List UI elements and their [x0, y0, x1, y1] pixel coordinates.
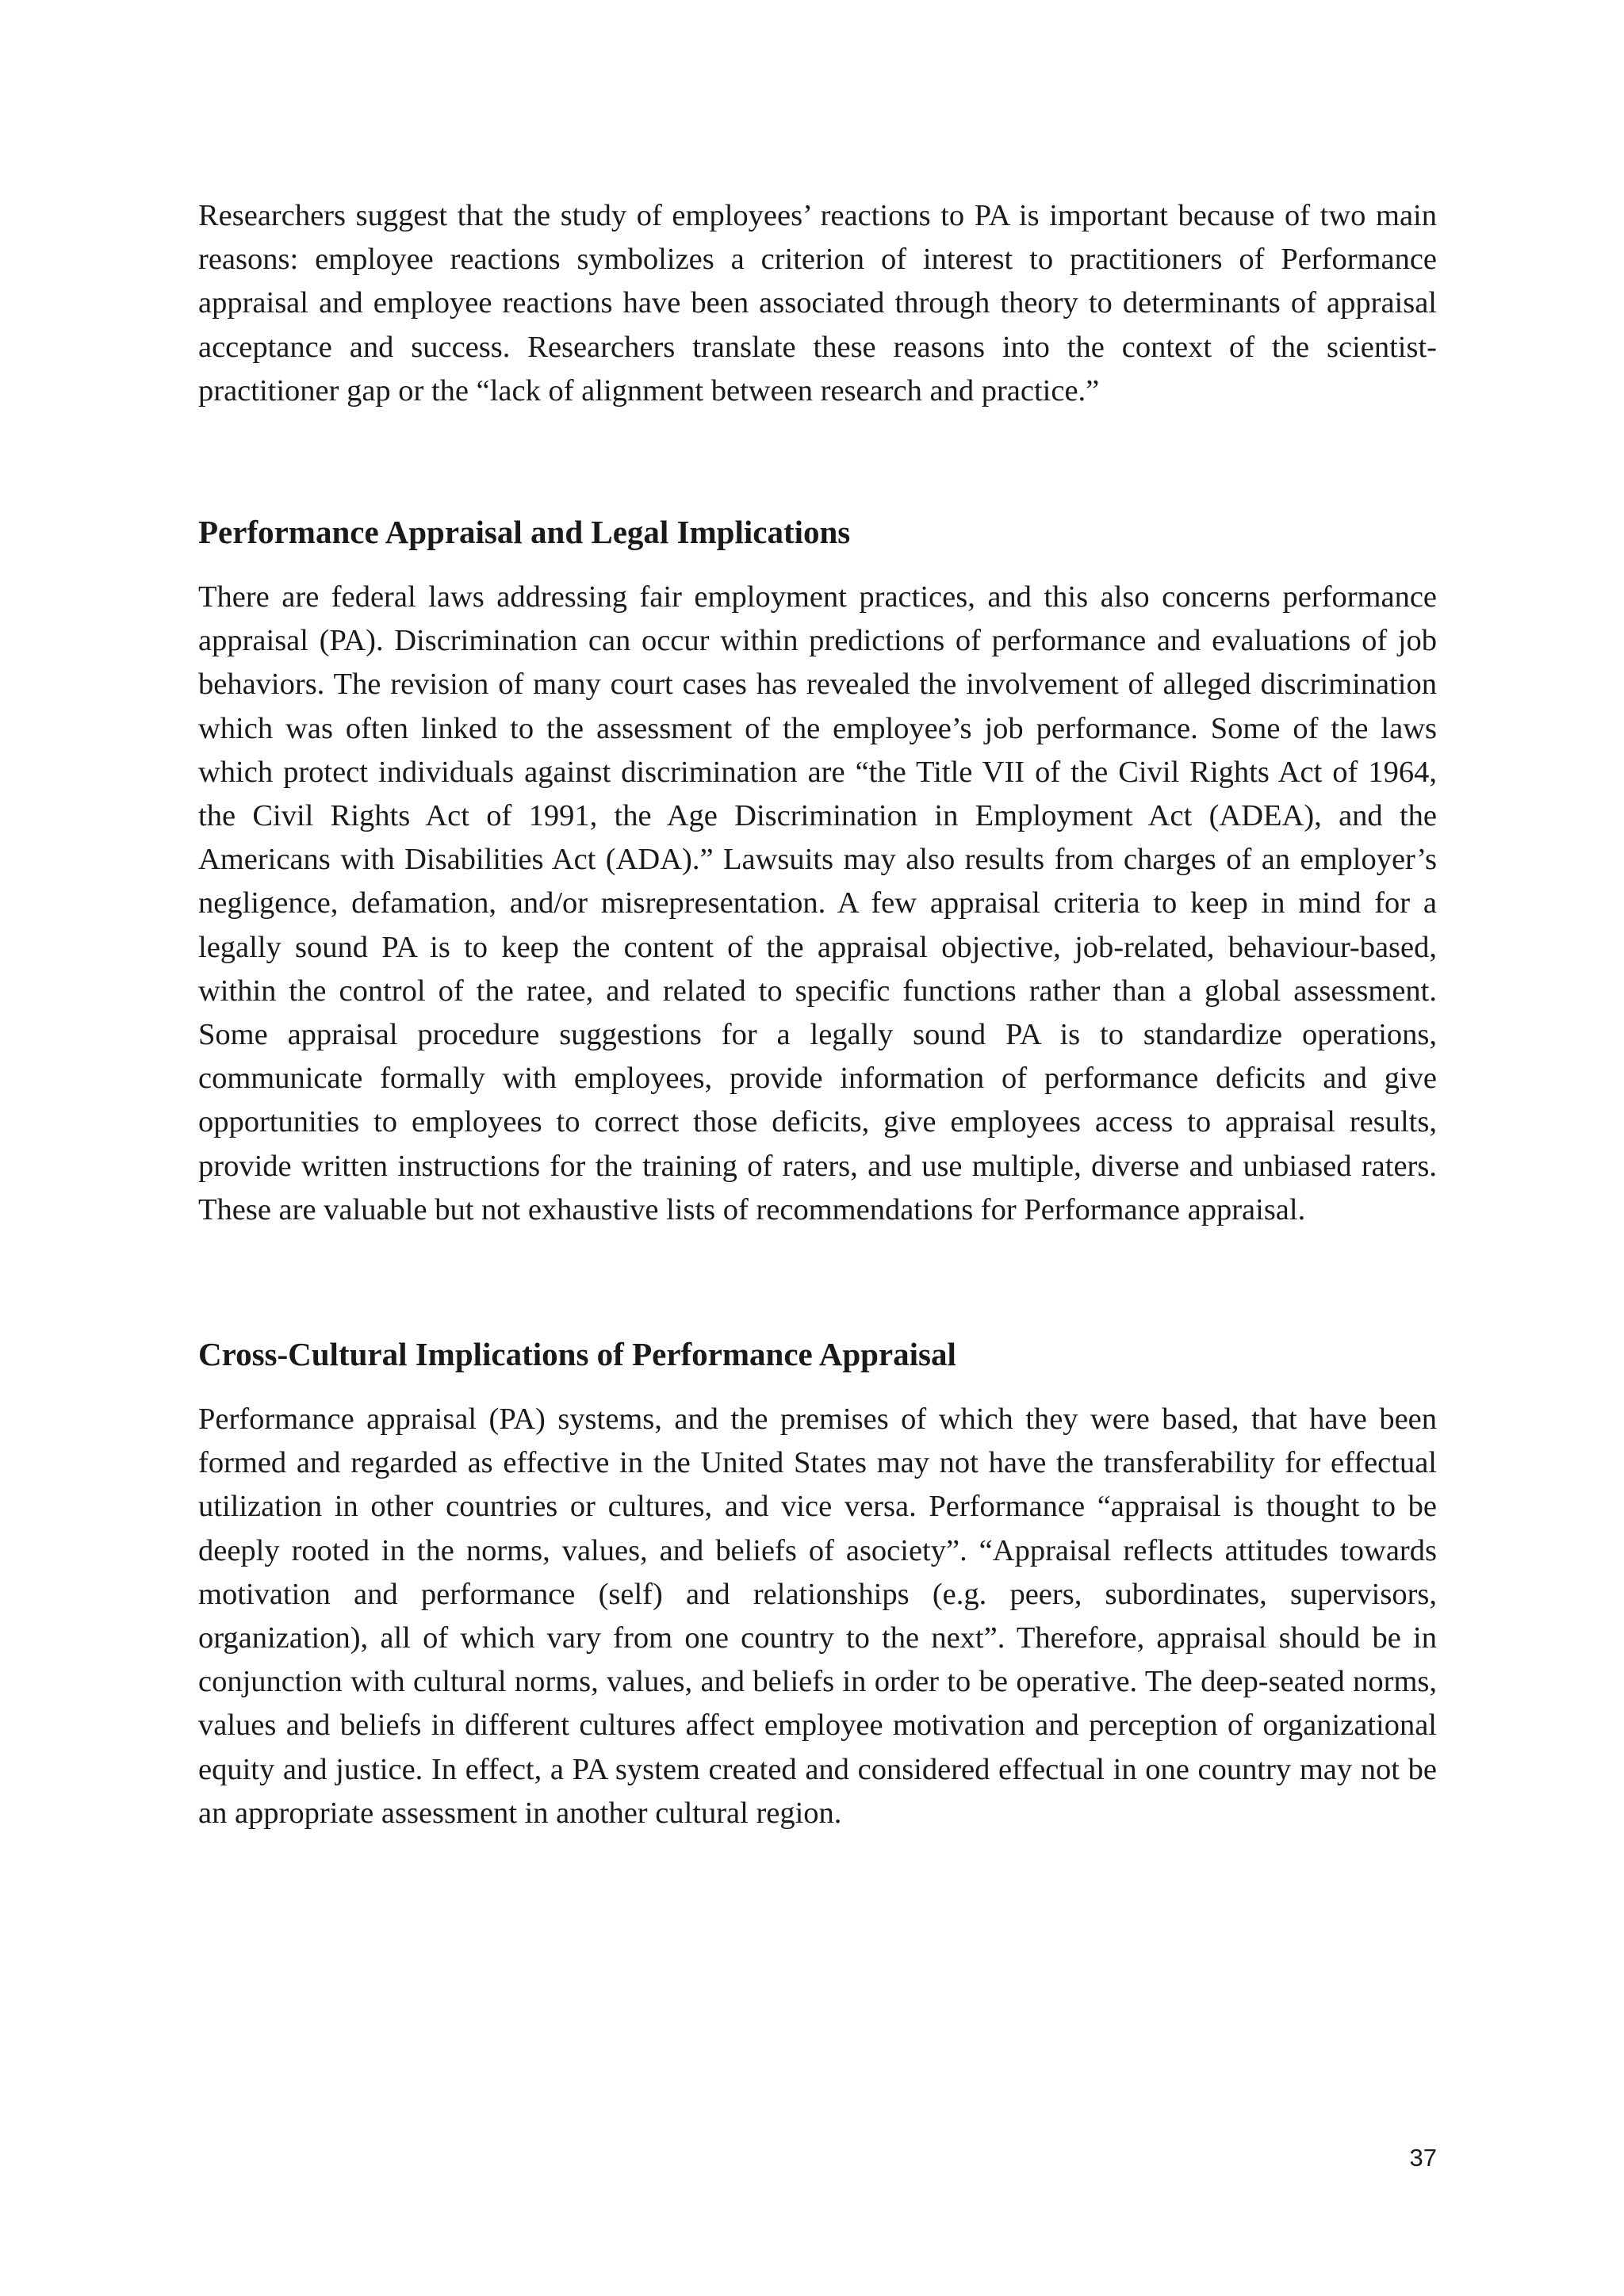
section-heading-cross-cultural: Cross-Cultural Implications of Performance Appraisal — [198, 1336, 956, 1373]
page-number: 37 — [1409, 2144, 1437, 2172]
paragraph-legal-implications: There are federal laws addressing fair employment practices, and this also concerns performance appraisal (PA). Discrimination can occur within predictions of performance and evaluations of job behaviors. The revision of many court cases has revealed the involvement of alleged discrimination which was often linked to the assessment of the employee’s job performance. Some of the laws which protect individuals against discrimination are “the Title VII of the Civil Rights Act of 1964, the Civil Rights Act of 1991, the Age Discrimination in Employment Act (ADEA), and the Americans with Disabilities Act (ADA).” Lawsuits may also results from charges of an employer’s negligence, defamation, and/or misrepresentation. A few appraisal criteria to keep in mind for a legally sound PA is to keep the content of the appraisal objective, job-related, behaviour-based, within the control of the ratee, and related to specific functions rather than a global assessment. Some appraisal procedure suggestions for a legally sound PA is to standardize operations, communicate formally with employees, provide information of performance deficits and give opportunities to employees to correct those deficits, give employees access to appraisal results, provide written instructions for the training of raters, and use multiple, diverse and unbiased raters. These are valuable but not exhaustive lists of recommendations for Performance appraisal. — [198, 580, 1437, 1226]
page-body — [198, 194, 1437, 1835]
section-heading-legal-implications: Performance Appraisal and Legal Implications — [198, 514, 851, 551]
paragraph-cross-cultural: Performance appraisal (PA) systems, and the premises of which they were based, that have been formed and regarded as effective in the United States may not have the transferability for effectual utilization in other countries or cultures, and vice versa. Performance “appraisal is thought to be deeply rooted in the norms, values, and beliefs of asociety”. “Appraisal reflects attitudes towards motivation and performance (self) and relationships (e.g. peers, subordinates, supervisors, organization), all of which vary from one country to the next”. Therefore, appraisal should be in conjunction with cultural norms, values, and beliefs in order to be operative. The deep-seated norms, values and beliefs in different cultures affect employee motivation and perception of organizational equity and justice. In effect, a PA system created and considered effectual in one country may not be an appropriate assessment in another cultural region. — [198, 1402, 1437, 1830]
paragraph-employee-reactions: Researchers suggest that the study of employees’ reactions to PA is important because of two main reasons: employee reactions symbolizes a criterion of interest to practitioners of Performance appraisal and employee reactions have been associated through theory to determinants of appraisal acceptance and success. Researchers translate these reasons into the context of the scientist-practitioner gap or the “lack of alignment between research and practice.” — [198, 199, 1437, 408]
